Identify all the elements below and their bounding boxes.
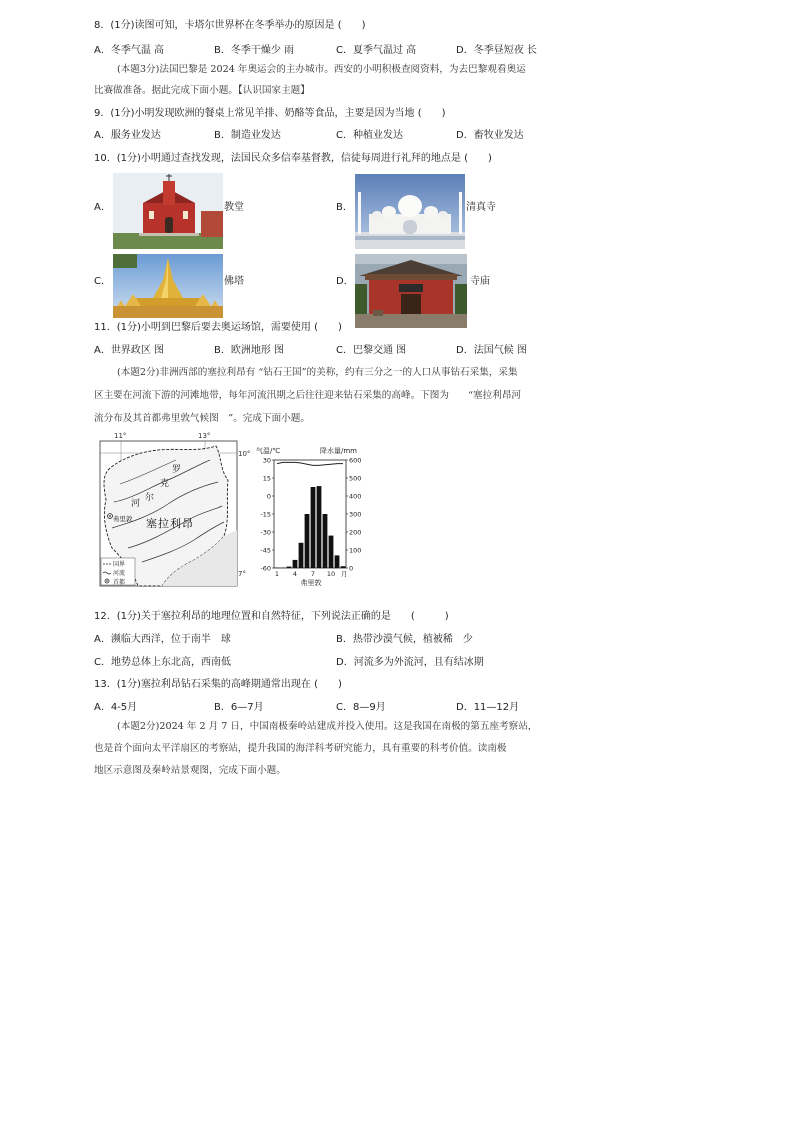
q10-option-a-letter[interactable]: A． — [94, 202, 111, 213]
right-tick-label: 0 — [349, 564, 354, 573]
q10-option-d-caption: 寺庙 — [470, 276, 490, 287]
temperature-line — [277, 462, 343, 465]
q10-option-b-letter[interactable]: B． — [336, 202, 353, 213]
mosque-photo — [355, 174, 465, 249]
map-lon-label-11: 11° — [114, 432, 127, 440]
left-tick-label: 30 — [262, 456, 271, 465]
q12-option-c[interactable]: C．地势总体上东北高，西南低 — [94, 657, 231, 668]
question-9-stem: 9．(1分)小明发现欧洲的餐桌上常见羊排、奶酪等食品，主要是因为当地 ( ) — [94, 108, 446, 119]
intro-sierra-leone-line-2: 区主要在河流下游的河滩地带，每年河流汛期之后往往迎来钻石采集的高峰。下图为 “塞拉利昂河 — [94, 390, 522, 401]
x-tick-label: 1 — [274, 570, 280, 578]
left-tick-label: -15 — [260, 510, 271, 519]
q8-option-b[interactable]: B．冬季干燥少 雨 — [214, 45, 295, 56]
q12-option-b[interactable]: B．热带沙漠气候，植被稀 少 — [336, 634, 473, 645]
question-10-stem: 10．(1分)小明通过查找发现，法国民众多信奉基督教，信徒每周进行礼拜的地点是 ( ) — [94, 153, 492, 164]
right-tick-label: 200 — [349, 528, 362, 537]
q9-option-d[interactable]: D．畜牧业发达 — [456, 130, 524, 141]
left-tick-label: -45 — [260, 546, 271, 555]
intro-antarctica-line-3: 地区示意图及秦岭站景观图，完成下面小题。 — [94, 765, 286, 776]
climate-chart — [252, 444, 370, 590]
precipitation-bar — [311, 487, 316, 568]
q11-option-b[interactable]: B．欧洲地形 图 — [214, 345, 285, 356]
right-tick-label: 600 — [349, 456, 362, 465]
right-tick-label: 300 — [349, 510, 362, 519]
q9-option-b[interactable]: B．制造业发达 — [214, 130, 281, 141]
intro-sierra-leone-line-1: (本题2分)非洲西部的塞拉利昂有 “钻石王国”的美称，约有三分之一的人口从事钻石采集，采集 — [117, 367, 518, 378]
x-tick-label: 月 — [340, 570, 348, 578]
q8-option-d[interactable]: D．冬季昼短夜 长 — [456, 45, 537, 56]
right-tick-label: 400 — [349, 492, 362, 501]
precipitation-bar — [293, 560, 298, 568]
right-tick-label: 100 — [349, 546, 362, 555]
x-tick-label: 4 — [292, 570, 298, 578]
q10-option-d-letter[interactable]: D． — [336, 276, 354, 287]
intro-sierra-leone-line-3: 流分布及其首都弗里敦气候图 ”。完成下面小题。 — [94, 413, 310, 424]
map-country-label: 塞拉利昂 — [146, 517, 194, 530]
map-lat-label-10: 10° — [238, 450, 251, 458]
q13-option-a[interactable]: A．4-5月 — [94, 702, 138, 713]
map-lat-label-7: 7° — [238, 570, 246, 578]
map-river-char-2: 克 — [160, 479, 170, 489]
church-photo — [113, 173, 223, 249]
q10-option-a-caption: 教堂 — [224, 202, 244, 213]
precipitation-bar — [287, 567, 292, 568]
q10-option-c-letter[interactable]: C． — [94, 276, 111, 287]
precipitation-bar — [335, 555, 340, 568]
precipitation-bar — [341, 566, 346, 568]
intro-antarctica-line-2: 也是首个面向太平洋扇区的考察站，提升我国的海洋科考研究能力，具有重要的科考价值。读南极 — [94, 743, 507, 754]
q8-option-a[interactable]: A．冬季气温 高 — [94, 45, 165, 56]
legend-border: 国界 — [113, 561, 126, 568]
question-13-stem: 13．(1分)塞拉利昂钻石采集的高峰期通常出现在 ( ) — [94, 679, 342, 690]
precipitation-bar — [317, 486, 322, 568]
legend-capital: 首都 — [113, 579, 126, 586]
left-tick-label: 0 — [266, 492, 271, 501]
chart-station-label: 弗里敦 — [300, 579, 322, 587]
precipitation-bar — [323, 514, 328, 568]
chart-right-axis-label: 降水量/mm — [320, 447, 357, 455]
x-tick-label: 7 — [310, 570, 316, 578]
left-tick-label: -30 — [260, 528, 271, 537]
q9-option-c[interactable]: C．种植业发达 — [336, 130, 403, 141]
q11-option-d[interactable]: D．法国气候 图 — [456, 345, 527, 356]
q12-option-a[interactable]: A．濒临大西洋，位于南半 球 — [94, 634, 231, 645]
q10-option-c-caption: 佛塔 — [224, 276, 244, 287]
question-12-stem: 12．(1分)关于塞拉利昂的地理位置和自然特征，下列说法正确的是 ( ) — [94, 611, 449, 622]
q11-option-c[interactable]: C．巴黎交通 图 — [336, 345, 407, 356]
intro-paris-line-2: 比赛做准备。据此完成下面小题。【认识国家主题】 — [94, 85, 310, 96]
precipitation-bar — [305, 514, 310, 568]
sierra-leone-map — [98, 430, 258, 590]
q9-option-a[interactable]: A．服务业发达 — [94, 130, 161, 141]
map-river-char-3: 尔 — [145, 493, 155, 503]
temple-photo — [355, 254, 467, 328]
map-river-char-1: 罗 — [172, 465, 182, 475]
x-tick-label: 10 — [326, 570, 336, 578]
q13-option-d[interactable]: D．11—12月 — [456, 702, 520, 713]
q13-option-b[interactable]: B．6—7月 — [214, 702, 264, 713]
map-lon-label-13: 13° — [198, 432, 211, 440]
chart-left-axis-label: 气温/℃ — [256, 447, 281, 455]
right-tick-label: 500 — [349, 474, 362, 483]
q11-option-a[interactable]: A．世界政区 图 — [94, 345, 165, 356]
question-11-stem: 11．(1分)小明到巴黎后要去奥运场馆，需要使用 ( ) — [94, 322, 342, 333]
q12-option-d[interactable]: D．河流多为外流河，且有结冰期 — [336, 657, 484, 668]
q10-option-b-caption: 清真寺 — [466, 202, 496, 213]
left-tick-label: -60 — [260, 564, 271, 573]
question-8-stem: 8．(1分)读图可知，卡塔尔世界杯在冬季举办的原因是 ( ) — [94, 20, 366, 31]
left-tick-label: 15 — [262, 474, 271, 483]
chart-frame — [274, 460, 346, 568]
map-capital-label: 弗里敦 — [113, 515, 133, 523]
intro-paris-line-1: (本题3分)法国巴黎是 2024 年奥运会的主办城市。西安的小明积极查阅资料，为去巴黎观看奥运 — [117, 64, 526, 75]
legend-river: 河流 — [113, 570, 126, 577]
q8-option-c[interactable]: C．夏季气温过 高 — [336, 45, 417, 56]
intro-antarctica-line-1: (本题2分)2024 年 2 月 7 日，中国南极秦岭站建成并投入使用。这是我国在南极的第五座考察站， — [117, 721, 538, 732]
precipitation-bar — [299, 543, 304, 568]
precipitation-bar — [329, 536, 334, 568]
q13-option-c[interactable]: C．8—9月 — [336, 702, 386, 713]
pagoda-photo — [113, 254, 223, 318]
map-river-char-4: 河 — [131, 499, 141, 509]
